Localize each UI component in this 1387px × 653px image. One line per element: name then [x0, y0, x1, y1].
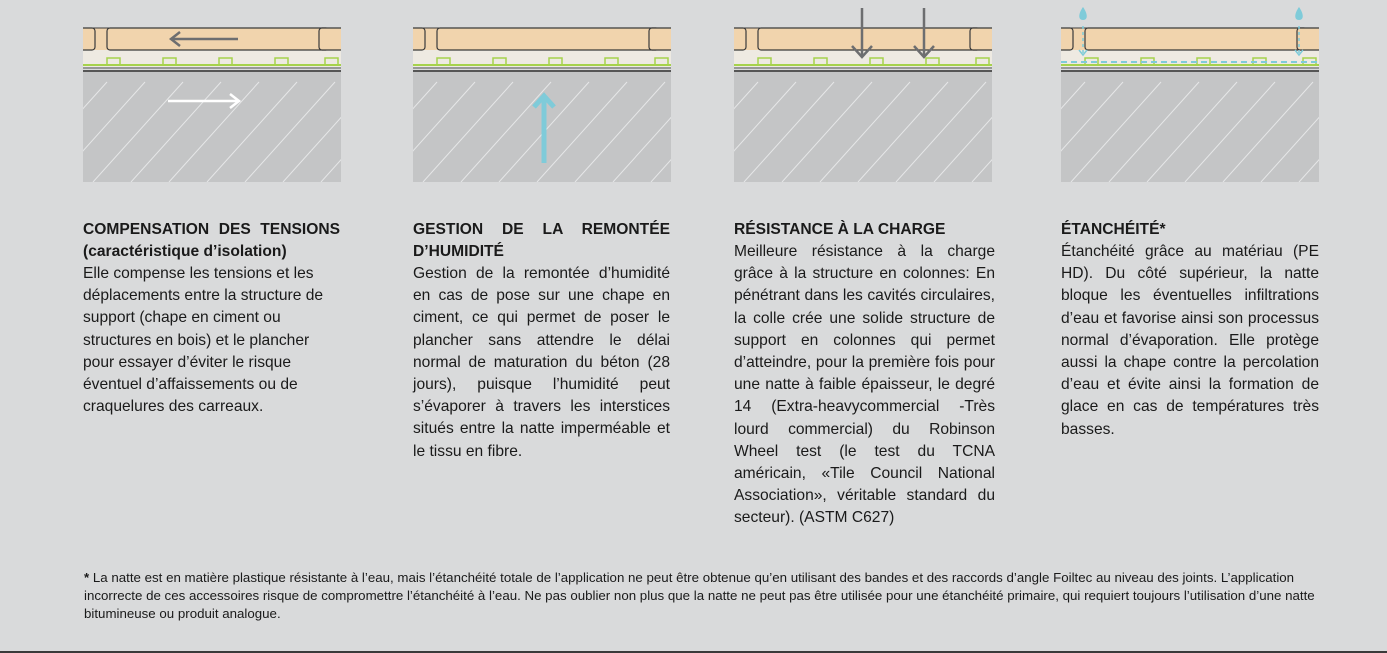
concrete-slab: [1061, 72, 1319, 182]
diagram-etancheite: [1061, 0, 1319, 182]
column-charge: [734, 219, 995, 530]
column-compensation: [83, 219, 340, 418]
column-body: Gestion de la remontée d’humidité en cas de pose sur une chape en ciment, ce qui permet de poser le plancher sans attendre le délai normal de maturation du béton (28 jours), puisque l’humidité peut s’évaporer à travers les interstices situés entre la natte imperméable et le tissu en fibre.: [413, 265, 670, 460]
tile: [970, 28, 992, 50]
diagram-humidite-svg: [413, 0, 671, 182]
water-drop-icon: [1079, 7, 1087, 20]
tile: [413, 28, 425, 50]
tile: [649, 28, 671, 50]
footnote-text: La natte est en matière plastique résistante à l’eau, mais l’étanchéité totale de l’application ne peut être obtenue qu’en utilisant des bandes et des raccords d’angle Foiltec au niveau des joints. L’application incorrecte de ces accessoires risque de compromettre l’étanchéité à l’eau. Ne pas oublier non plus que la natte ne peut pas être utilisée pour une étanchéité primaire, qui requiert toujours l’utilisation d’une natte bitumineuse ou produit analogue.: [84, 570, 1315, 621]
column-title: RÉSISTANCE À LA CHARGE: [734, 221, 946, 238]
tile: [1297, 28, 1319, 50]
diagram-compensation-svg: [83, 0, 341, 182]
tile: [1085, 28, 1307, 50]
concrete-slab: [83, 72, 341, 182]
tile: [758, 28, 980, 50]
column-body: Étanchéité grâce au matériau (PE HD). Du côté supérieur, la natte bloque les éventuelles infiltrations d’eau et favorise ainsi son processus normal d’évaporation. Elle protège aussi la chape contre la percolation d’eau et évite ainsi la formation de glace en cas de températures très basses.: [1061, 243, 1319, 438]
column-body: Elle compense les tensions et les déplacements entre la structure de support (chape en ciment ou structures en bois) et le plancher pour essayer d’éviter le risque éventuel d’affaissements ou de craquelures des carreaux.: [83, 265, 324, 416]
tile: [734, 28, 746, 50]
diagram-humidite: [413, 0, 671, 182]
tile: [1061, 28, 1073, 50]
column-etancheite: [1061, 219, 1319, 441]
concrete-slab: [734, 72, 992, 182]
footnote-marker: *: [84, 570, 90, 585]
diagram-charge-svg: [734, 0, 992, 182]
footnote: [84, 569, 1320, 623]
water-drop-icon: [1295, 7, 1303, 20]
column-body: Meilleure résistance à la charge grâce à la structure en colonnes: En pénétrant dans les cavités circulaires, la colle crée une solide structure de support en colonnes qui permet d’atteindre, pour la première fois pour une natte à faible épaisseur, le degré 14 (Extra-heavycommercial -Très lourd commercial) du Robinson Wheel test (le test du TCNA américain, «Tile Council National Association», véritable standard du secteur). (ASTM C627): [734, 243, 995, 527]
diagram-charge: [734, 0, 992, 182]
tile: [437, 28, 659, 50]
tile: [83, 28, 95, 50]
diagram-etancheite-svg: [1061, 0, 1319, 182]
column-humidite: [413, 219, 670, 463]
column-title: GESTION DE LA REMONTÉE D’HUMIDITÉ: [413, 221, 670, 260]
column-title: COMPENSATION DES TENSIONS (caractéristique d’isolation): [83, 221, 340, 260]
column-title: ÉTANCHÉITÉ*: [1061, 221, 1166, 238]
diagram-compensation: [83, 0, 341, 182]
tile: [319, 28, 341, 50]
